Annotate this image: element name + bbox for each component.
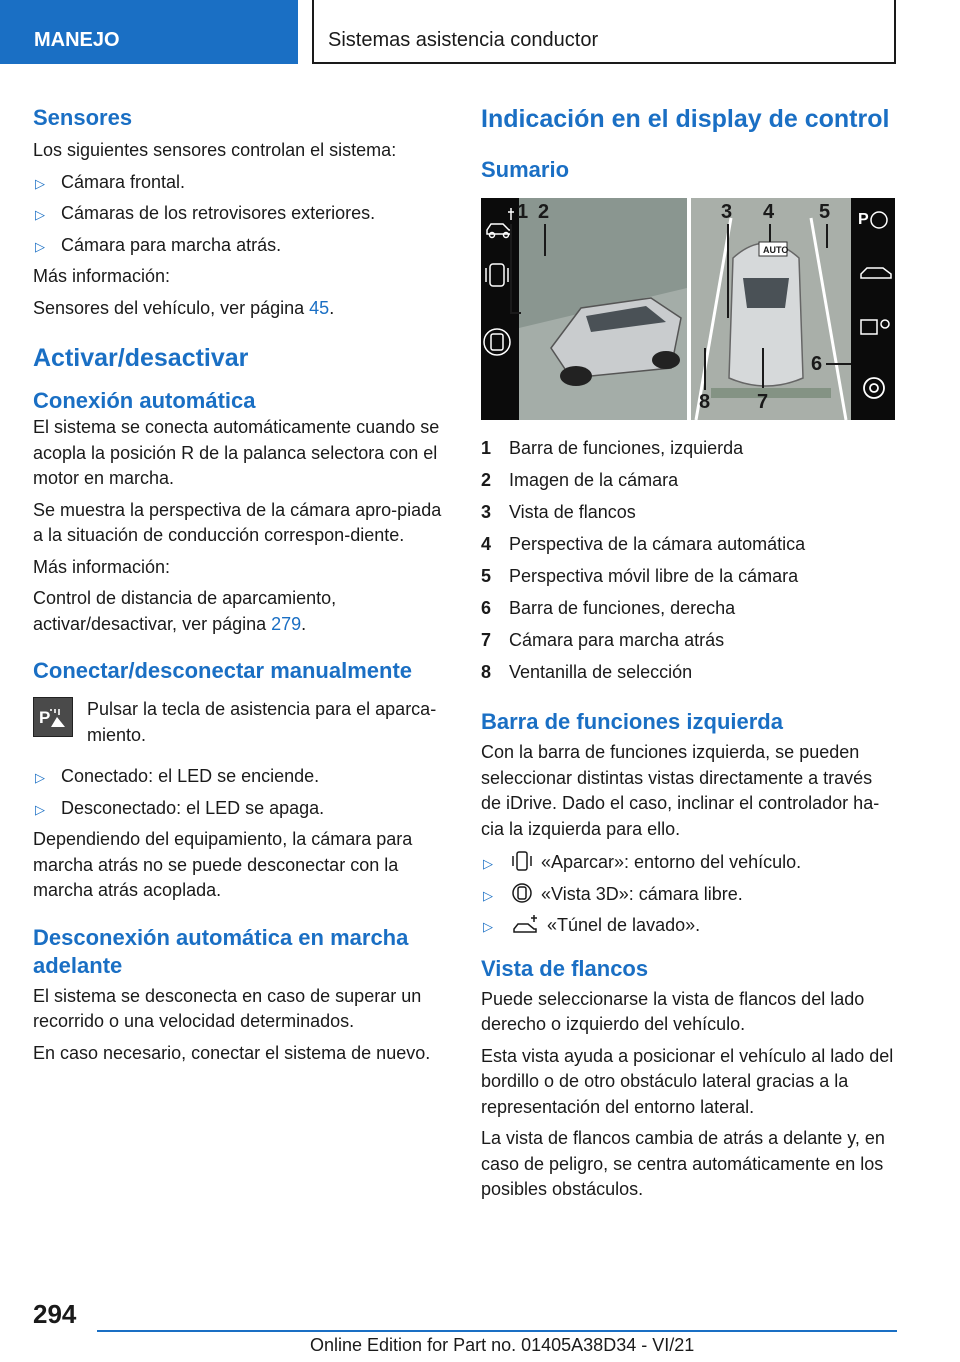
manual-paragraph: Dependiendo del equipamiento, la cámara para marcha atrás no se puede desconectar con la marcha atrás acoplada.: [33, 829, 413, 900]
page-link[interactable]: 279: [271, 613, 302, 634]
manual-title: Conectar/desconectar manualmente: [33, 658, 413, 683]
indicacion-title: Indicación en el display de control: [481, 105, 890, 133]
conexion-reference: Control de distancia de aparcamiento, activar/desactivar, ver página 279.: [33, 588, 337, 634]
camera-display-figure: [481, 198, 895, 420]
barra-list: [481, 850, 895, 939]
list-item: 4 Perspectiva de la cámara automática: [481, 534, 806, 554]
triangle-bullet-icon: ▷: [483, 919, 493, 934]
camera-display-illustration: [481, 198, 895, 420]
parking-assist-button-icon: [33, 697, 73, 737]
list-item: ▷ Cámaras de los retrovisores exteriores.: [33, 201, 445, 227]
parking-view-icon: [509, 850, 535, 872]
triangle-bullet-icon: ▷: [35, 770, 45, 785]
conexion-title: Conexión automática: [33, 388, 256, 413]
manual-list: [33, 764, 445, 821]
callout-1: 1: [517, 201, 529, 223]
flancos-paragraph: Puede seleccionarse la vista de flancos del lado derecho o izquierdo del vehículo.: [481, 988, 865, 1034]
sensores-list: [33, 170, 445, 259]
triangle-bullet-icon: ▷: [483, 856, 493, 871]
callout-2: 2: [538, 201, 550, 223]
list-item: ▷ Desconectado: el LED se apaga.: [33, 796, 445, 822]
conexion-paragraph-2: Se muestra la perspectiva de la cámara apro-piada a la situación de conducción correspon-diente.: [33, 499, 442, 545]
figure-legend: [481, 432, 895, 688]
list-item: ▷ Cámara frontal.: [33, 170, 445, 196]
triangle-bullet-icon: ▷: [35, 238, 45, 254]
list-item: 5 Perspectiva móvil libre de la cámara: [481, 566, 799, 586]
svg-text:P: P: [858, 211, 869, 228]
footer-rule: [97, 1330, 897, 1332]
flancos-title: Vista de flancos: [481, 955, 649, 981]
triangle-bullet-icon: ▷: [35, 207, 45, 222]
barra-paragraph: Con la barra de funciones izquierda, se pueden seleccionar distintas vistas directamente a través de iDrive. Dado el caso, inclinar el controlador ha-cia la izquierda para ello.: [481, 742, 880, 839]
list-item: ▷ Conectado: el LED se enciende.: [33, 764, 445, 790]
sensores-reference: Sensores del vehículo, ver página 45.: [33, 297, 335, 318]
list-item: 1 Barra de funciones, izquierda: [481, 438, 744, 458]
parking-button-text: Pulsar la tecla de asistencia para el aparca-miento.: [87, 699, 437, 745]
list-item: ▷ «Aparcar»: entorno del vehículo.: [481, 850, 895, 876]
sensores-title: Sensores: [33, 105, 133, 130]
list-item: 3 Vista de flancos: [481, 502, 636, 522]
flancos-paragraph-3: La vista de flancos cambia de atrás a delante y, en caso de peligro, se centra automáticamente en los posibles obstáculos.: [481, 1128, 885, 1199]
right-column: [481, 96, 895, 1203]
mas-info: Más información:: [33, 556, 171, 577]
desconexion-paragraph-2: En caso necesario, conectar el sistema de nuevo.: [33, 1042, 431, 1063]
callout-5: 5: [819, 201, 831, 223]
mas-info: Más información:: [33, 266, 171, 286]
activar-title: Activar/desactivar: [33, 344, 249, 372]
callout-8: 8: [699, 391, 711, 413]
left-column: [33, 96, 445, 1066]
page-link[interactable]: 45: [309, 297, 330, 318]
triangle-bullet-icon: ▷: [35, 801, 45, 817]
list-item: 6 Barra de funciones, derecha: [481, 598, 736, 618]
footer-edition: Online Edition for Part no. 01405A38D34 - VI/21: [310, 1335, 695, 1355]
triangle-bullet-icon: ▷: [483, 887, 493, 903]
car-top-view: [729, 243, 803, 386]
list-item: ▷ Cámara para marcha atrás.: [33, 233, 445, 259]
callout-6: 6: [811, 353, 823, 375]
list-item: 2 Imagen de la cámara: [481, 470, 679, 490]
parking-button-row: [33, 697, 445, 748]
list-item: 8 Ventanilla de selección: [481, 662, 693, 682]
desconexion-title: Desconexión automática en marcha adelante: [33, 924, 409, 978]
car-wash-icon: [509, 913, 541, 935]
flancos-paragraph-2: Esta vista ayuda a posicionar el vehículo al lado del bordillo o de otro obstáculo lateral gracias a la representación del entorno lateral.: [481, 1045, 894, 1117]
list-item: ▷ «Vista 3D»: cámara libre.: [481, 882, 895, 908]
list-item: ▷ «Túnel de lavado».: [481, 913, 895, 939]
header-chapter: Sistemas asistencia conductor: [312, 0, 896, 64]
sumario-title: Sumario: [481, 157, 570, 182]
sensores-intro: Los siguientes sensores controlan el sistema:: [33, 140, 397, 160]
auto-badge: AUTO: [763, 245, 789, 255]
svg-text:P: P: [39, 708, 51, 727]
barra-title: Barra de funciones izquierda: [481, 709, 783, 734]
conexion-paragraph: El sistema se conecta automáticamente cuando se acopla la posición R de la palanca selectora con el motor en marcha.: [33, 417, 440, 488]
page-number: 294: [33, 1299, 77, 1329]
callout-3: 3: [721, 201, 733, 223]
header-section-tab: MANEJO: [0, 0, 298, 64]
callout-4: 4: [763, 201, 775, 223]
callout-7: 7: [757, 391, 769, 413]
3d-view-icon: [509, 882, 535, 904]
triangle-bullet-icon: ▷: [35, 175, 45, 191]
desconexion-paragraph: El sistema se desconecta en caso de superar un recorrido o una velocidad determinados.: [33, 985, 422, 1031]
list-item: 7 Cámara para marcha atrás: [481, 630, 725, 650]
